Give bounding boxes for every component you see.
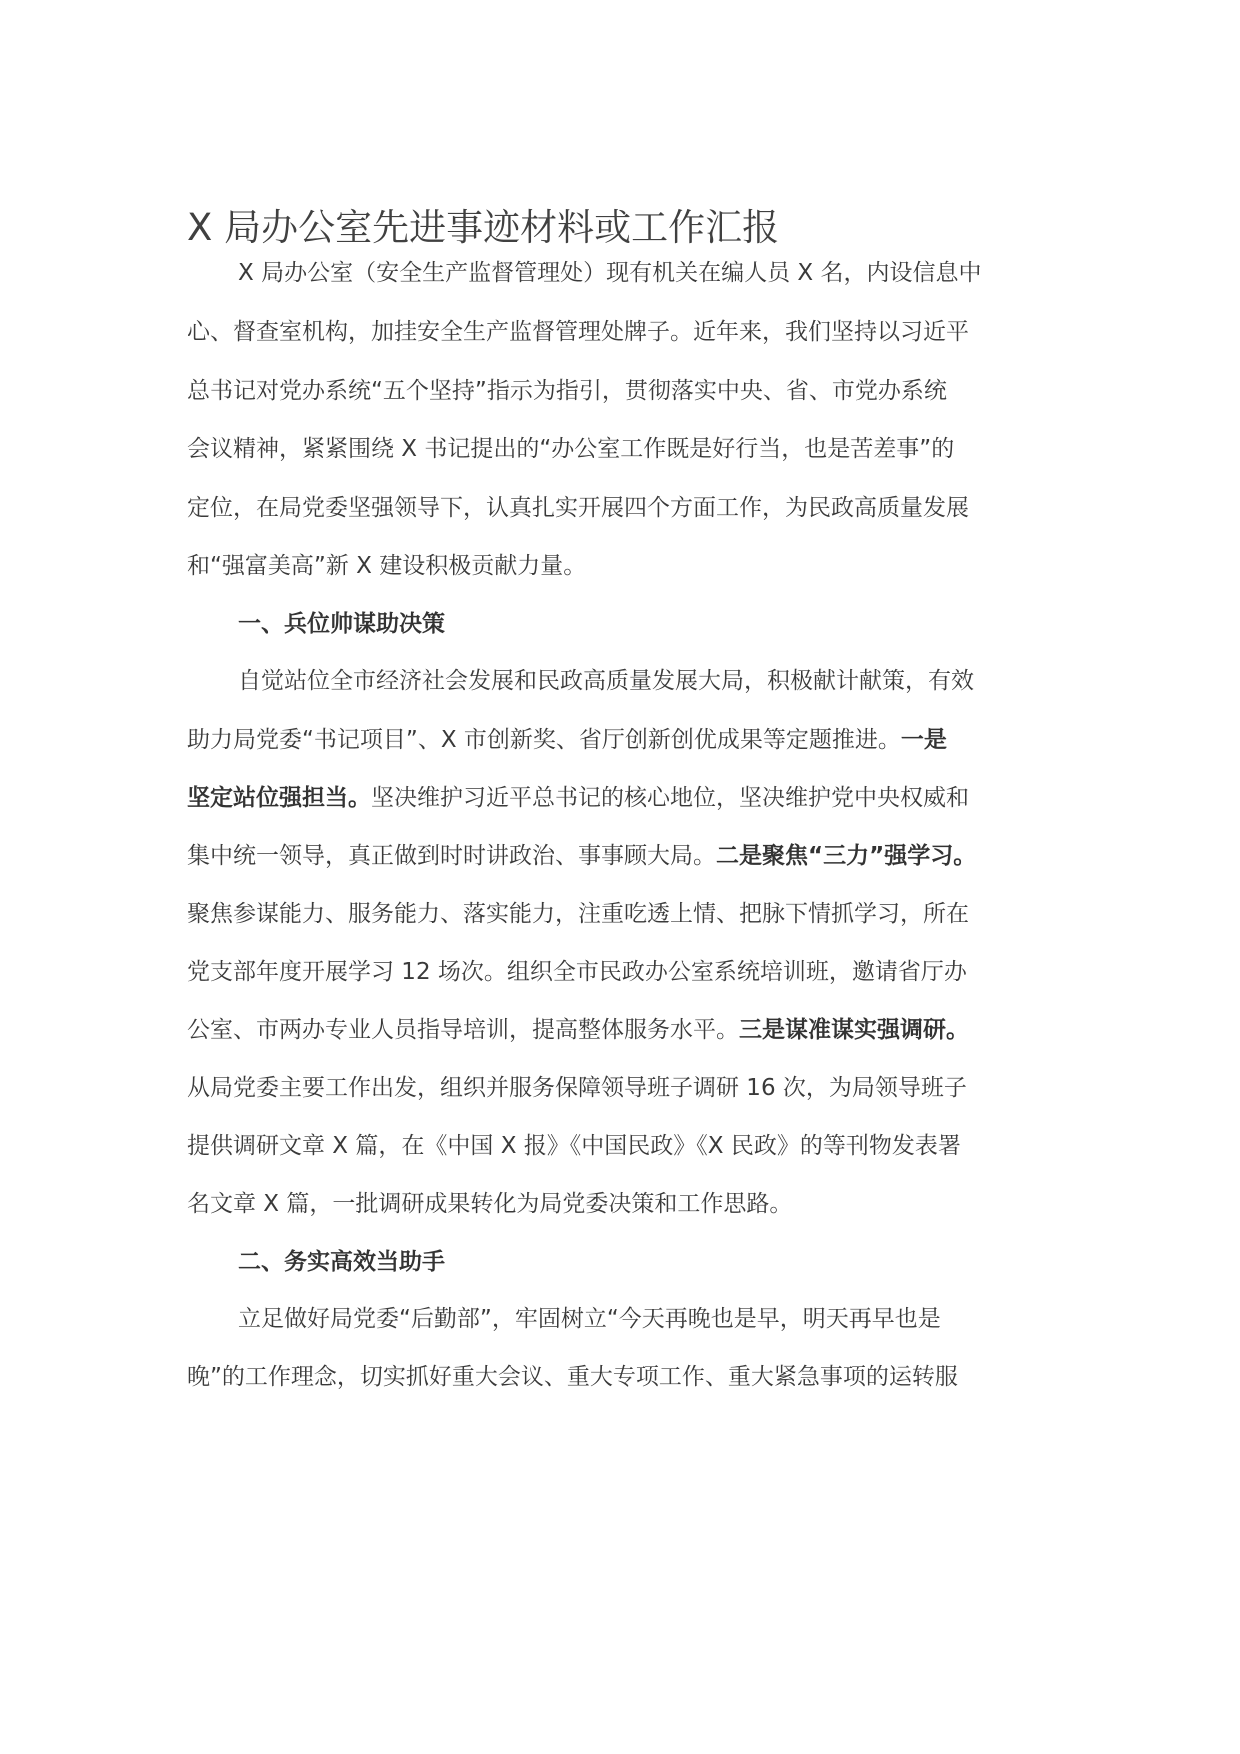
paragraph-2-line-4 bbox=[187, 836, 1067, 876]
paragraph-1-line-3: 总书记对党办系统“五个坚持”指示为指引，贯彻落实中央、省、市党办系统 bbox=[187, 378, 947, 404]
paragraph-1-line-5: 定位，在局党委坚强领导下，认真扎实开展四个方面工作，为民政高质量发展 bbox=[187, 495, 969, 521]
paragraph-2-line-3-text: 坚决维护习近平总书记的核心地位，坚决维护党中央权威和 bbox=[371, 785, 969, 811]
paragraph-2-line-5: 聚焦参谋能力、服务能力、落实能力，注重吃透上情、把脉下情抓学习，所在 bbox=[187, 901, 969, 927]
paragraph-2-line-2-bold: 一是 bbox=[900, 727, 947, 753]
section-heading-1: 一、兵位帅谋助决策 bbox=[238, 611, 445, 637]
paragraph-2-line-10: 名文章 X 篇，一批调研成果转化为局党委决策和工作思路。 bbox=[187, 1191, 793, 1217]
section-heading-2: 二、务实高效当助手 bbox=[238, 1249, 445, 1275]
paragraph-1-line-1: X 局办公室（安全生产监督管理处）现有机关在编人员 X 名，内设信息中 bbox=[238, 260, 982, 286]
paragraph-1-line-6: 和“强富美高”新 X 建设积极贡献力量。 bbox=[187, 553, 587, 579]
paragraph-3-line-1: 立足做好局党委“后勤部”，牢固树立“今天再晚也是早，明天再早也是 bbox=[238, 1306, 941, 1332]
document-title: X 局办公室先进事迹材料或工作汇报 bbox=[187, 206, 780, 249]
paragraph-2-line-3 bbox=[187, 778, 1067, 818]
paragraph-3-line-2: 晚”的工作理念，切实抓好重大会议、重大专项工作、重大紧急事项的运转服 bbox=[187, 1364, 958, 1390]
paragraph-2-line-1: 自觉站位全市经济社会发展和民政高质量发展大局，积极献计献策，有效 bbox=[238, 668, 974, 694]
paragraph-2-line-6: 党支部年度开展学习 12 场次。组织全市民政办公室系统培训班，邀请省厅办 bbox=[187, 959, 967, 985]
paragraph-2-line-2-text: 助力局党委“书记项目”、X 市创新奖、省厅创新创优成果等定题推进。 bbox=[187, 727, 901, 753]
paragraph-1-line-4: 会议精神，紧紧围绕 X 书记提出的“办公室工作既是好行当，也是苦差事”的 bbox=[187, 436, 955, 462]
paragraph-2-line-4-text: 集中统一领导，真正做到时时讲政治、事事顾大局。 bbox=[187, 843, 716, 869]
paragraph-2-line-3-bold: 坚定站位强担当。 bbox=[187, 785, 371, 811]
paragraph-2-line-7-bold: 三是谋准谋实强调研。 bbox=[739, 1017, 969, 1043]
paragraph-2-line-2 bbox=[187, 720, 1067, 760]
paragraph-2-line-4-bold: 二是聚焦“三力”强学习。 bbox=[716, 843, 977, 869]
paragraph-1-line-2: 心、督查室机构，加挂安全生产监督管理处牌子。近年来，我们坚持以习近平 bbox=[187, 319, 969, 345]
paragraph-2-line-9: 提供调研文章 X 篇，在《中国 X 报》《中国民政》《X 民政》的等刊物发表署 bbox=[187, 1133, 961, 1159]
paragraph-2-line-7 bbox=[187, 1010, 1067, 1050]
paragraph-2-line-8: 从局党委主要工作出发，组织并服务保障领导班子调研 16 次，为局领导班子 bbox=[187, 1075, 967, 1101]
paragraph-2-line-7-text: 公室、市两办专业人员指导培训，提高整体服务水平。 bbox=[187, 1017, 739, 1043]
